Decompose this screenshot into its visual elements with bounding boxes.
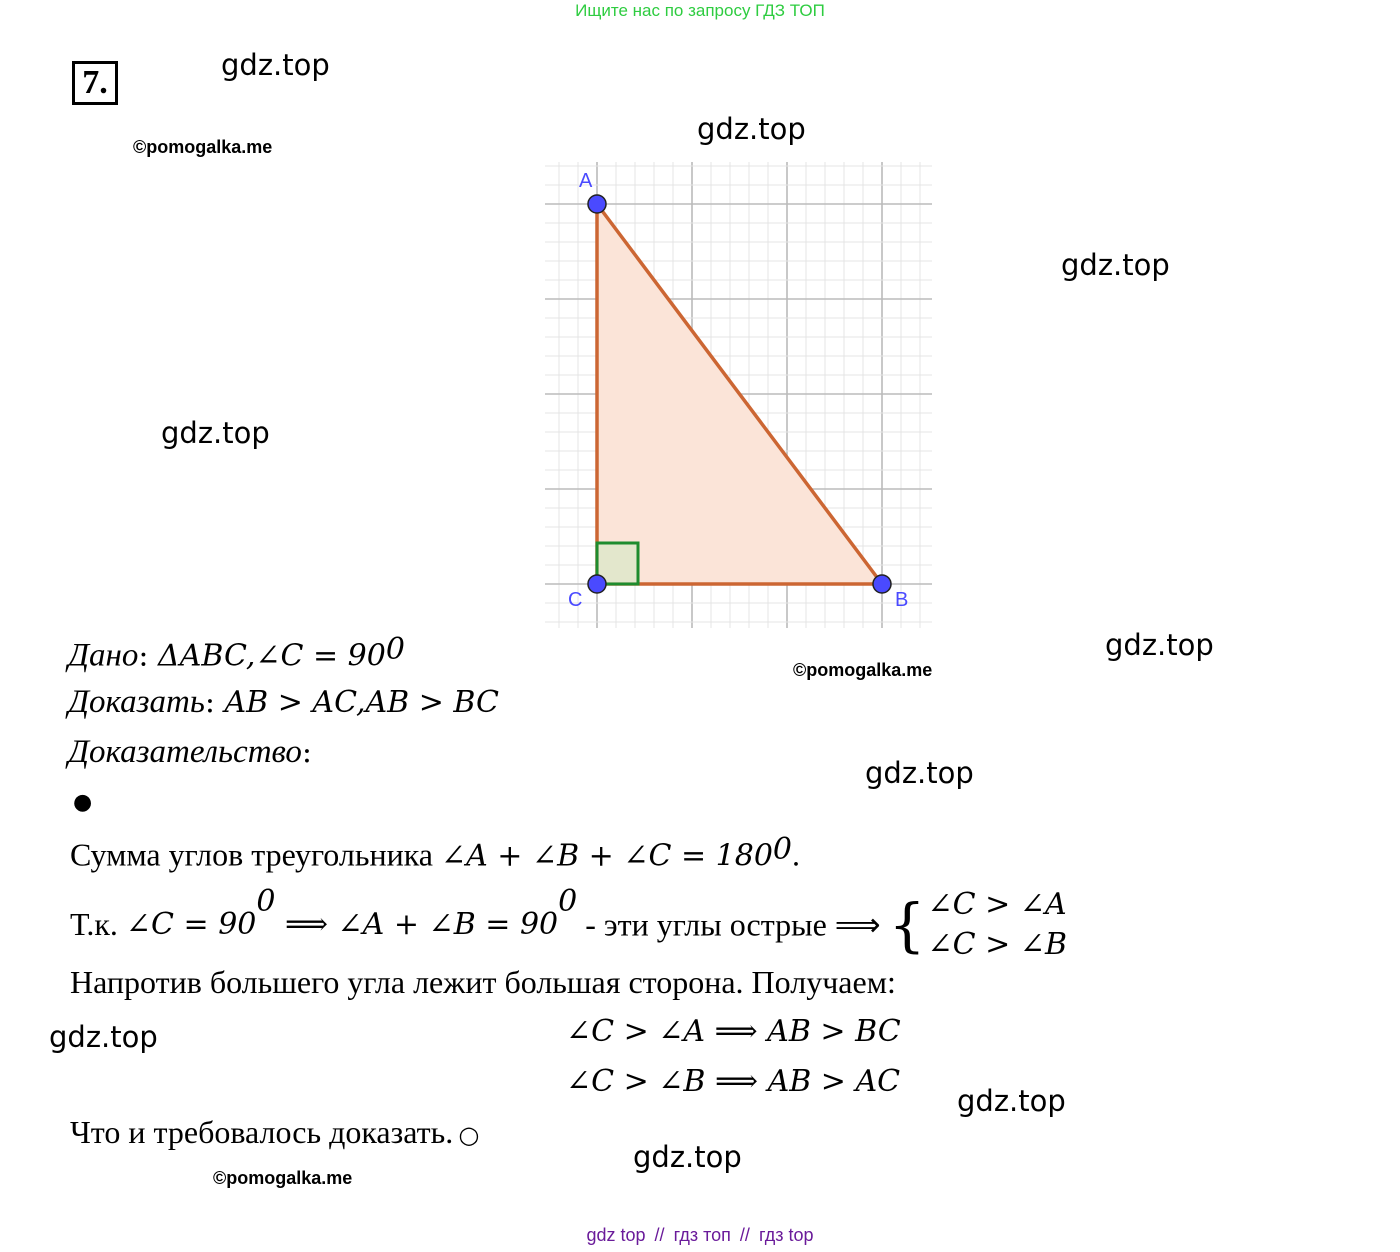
proof-line-1: Сумма углов треугольника ∠A + ∠B + ∠C = $180^0$. (70, 832, 801, 874)
watermark-gdz: gdz.top (161, 416, 270, 450)
given-degree: 0 (385, 632, 405, 667)
system-line-1: ∠C > ∠A (927, 886, 1067, 922)
prove-label: Доказать (68, 684, 205, 720)
vertex-a-label: A (579, 170, 593, 192)
vertex-c-point (588, 575, 606, 593)
proof-label: Доказательство (68, 734, 302, 770)
proof-line-1-text: Сумма углов треугольника (70, 836, 441, 873)
proof-line-1-math: ∠A + ∠B + ∠C = 180 (440, 838, 773, 874)
proof-line-2-text: - эти углы острые ⟹ (577, 906, 889, 943)
watermark-gdz: gdz.top (49, 1020, 158, 1054)
proof-bullet: ● (73, 790, 93, 815)
watermark-gdz: gdz.top (1105, 628, 1214, 662)
vertex-a-point (588, 195, 606, 213)
footer-links (0, 1225, 1400, 1246)
watermark-pomogalka: ©pomogalka.me (133, 137, 273, 157)
vertex-c-label: C (568, 589, 583, 611)
given-label: Дано (68, 637, 139, 674)
proof-end-text: Что и требовалось доказать. (70, 1114, 454, 1150)
prove-line: Доказать: AB > AC,AB > BC (68, 684, 499, 720)
triangle-figure (540, 158, 936, 630)
given-line: Дано: ΔABC,∠C = $90^0$ (68, 632, 405, 674)
prove-text: AB > AC,AB > BC (224, 685, 499, 720)
watermark-gdz: gdz.top (1061, 248, 1170, 282)
footer-separator: // (739, 1225, 750, 1245)
task-number: 7. (72, 61, 118, 105)
proof-end-mark: ○ (458, 1121, 480, 1149)
watermark-pomogalka: ©pomogalka.me (213, 1168, 353, 1188)
footer-link-gdz-top[interactable]: gdz top (586, 1225, 646, 1245)
proof-line-1-degree: 0 (772, 832, 793, 867)
conclusion-1: ∠C > ∠A ⟹ AB > BC (566, 1014, 901, 1049)
watermark-gdz: gdz.top (865, 756, 974, 790)
watermark-gdz: gdz.top (697, 112, 806, 146)
watermark-gdz: gdz.top (633, 1140, 742, 1174)
footer-link-gdz-top-mixed[interactable]: гдз top (758, 1225, 814, 1245)
system-line-2: ∠C > ∠B (927, 926, 1068, 962)
system-of-inequalities: { ∠C > ∠A ∠C > ∠B (889, 885, 1067, 965)
watermark-gdz: gdz.top (957, 1084, 1066, 1118)
vertex-b-point (873, 575, 891, 593)
proof-line-2-math-2: ⟹ ∠A + ∠B = 90 (275, 907, 559, 942)
footer-separator: // (654, 1225, 665, 1245)
proof-line-3: Напротив большего угла лежит большая сторона. Получаем: (70, 964, 896, 1000)
given-text: ΔABC,∠C = 90 (158, 638, 386, 674)
watermark-gdz: gdz.top (221, 48, 330, 82)
proof-line-2-start: Т.к. (70, 906, 126, 942)
proof-line-2: Т.к. ∠C = $90^0$ ⟹ ∠A + ∠B = $90^0$ - эти углы острые ⟹ { ∠C > ∠A ∠C > ∠B (70, 884, 1067, 954)
search-hint-link[interactable]: Ищите нас по запросу ГДЗ ТОП (575, 1, 825, 20)
proof-line-2-math-1: ∠C = 90 (125, 907, 257, 942)
proof-end (70, 1114, 479, 1151)
vertex-b-label: B (895, 589, 909, 611)
proof-heading: Доказательство: (68, 734, 313, 770)
footer-link-gdz-top-ru[interactable]: гдз топ (673, 1225, 731, 1245)
conclusion-2: ∠C > ∠B ⟹ AB > AC (566, 1064, 901, 1099)
watermark-pomogalka: ©pomogalka.me (793, 660, 933, 680)
